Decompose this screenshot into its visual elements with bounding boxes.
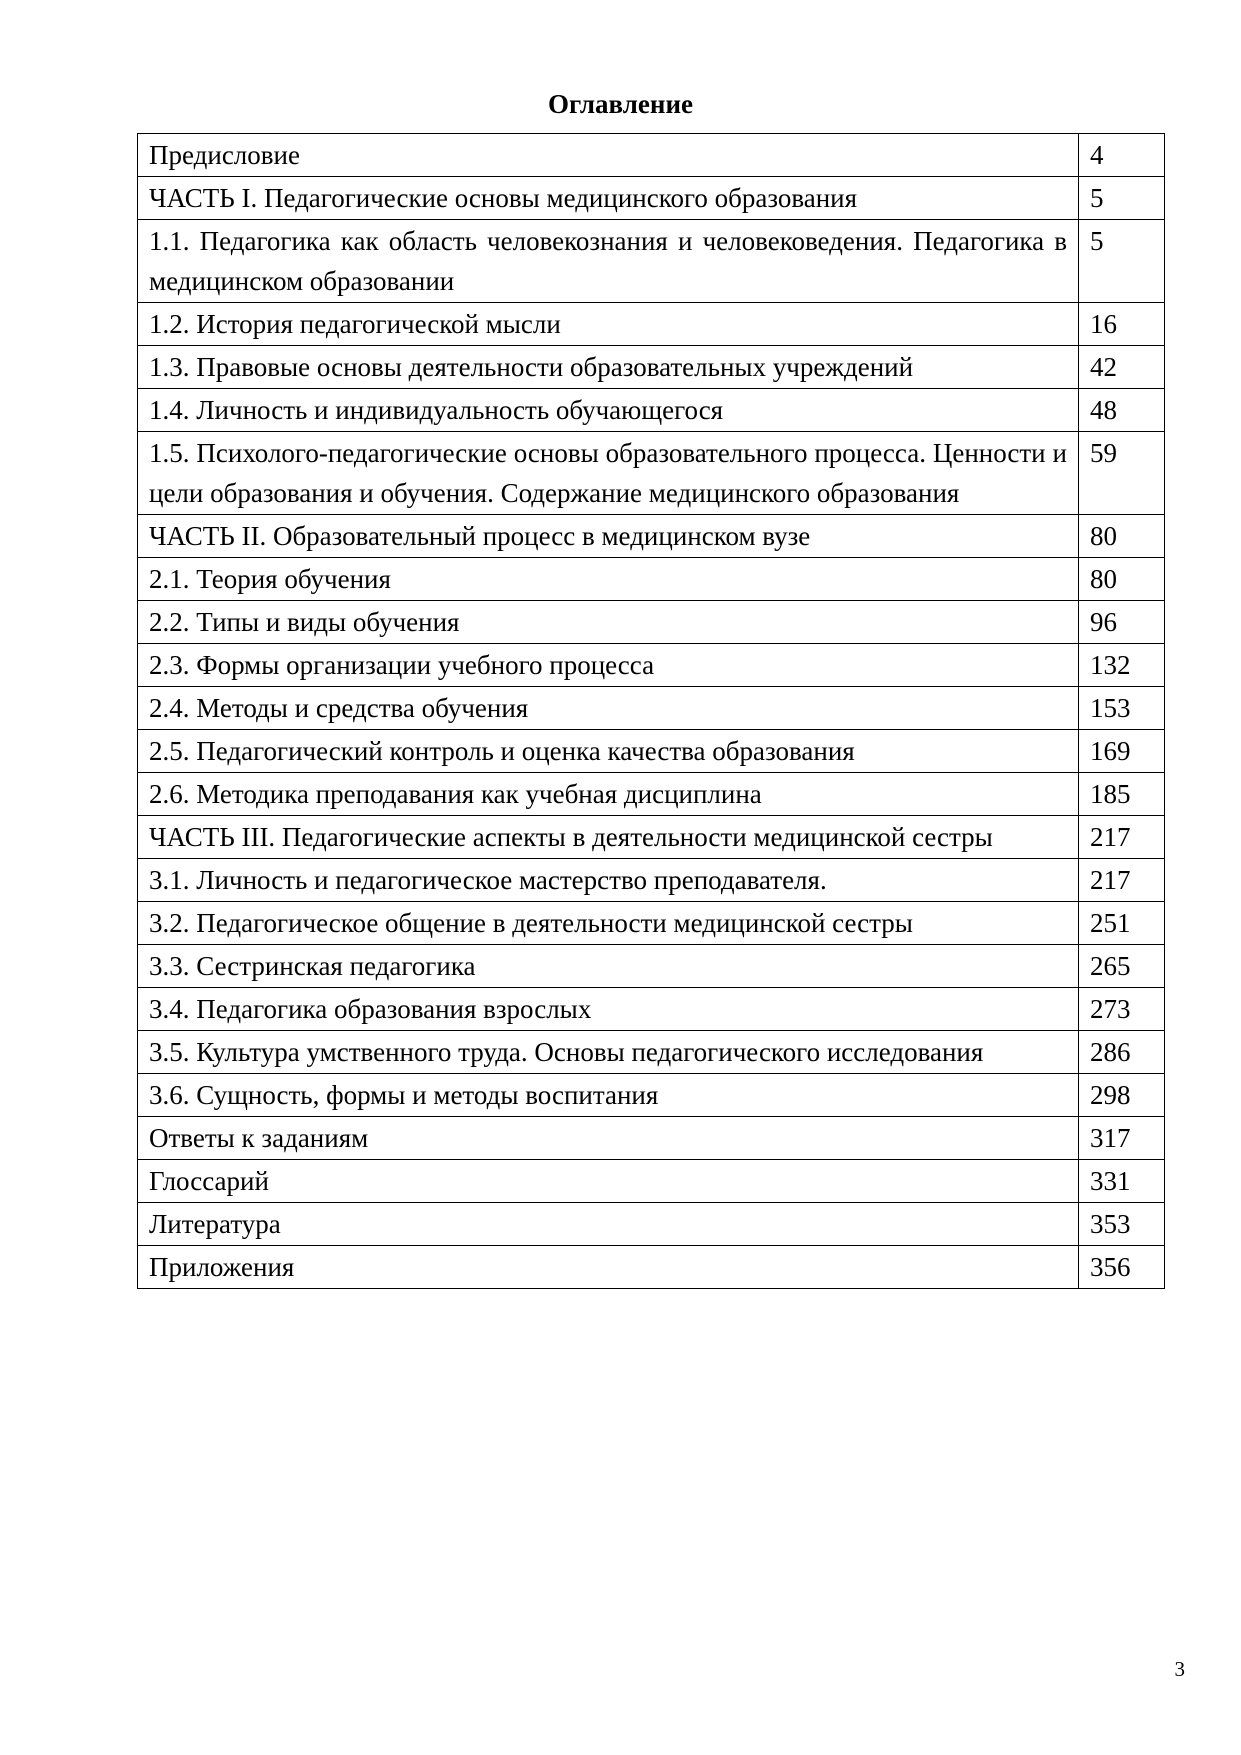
toc-entry-page: 273: [1079, 988, 1165, 1031]
toc-entry-title: 1.5. Психолого-педагогические основы образовательного процесса. Ценности и цели образования и обучения. Содержание медицинского образования: [138, 432, 1079, 515]
toc-entry-page: 217: [1079, 859, 1165, 902]
toc-row: [138, 816, 1165, 859]
toc-entry-page: 48: [1079, 389, 1165, 432]
toc-entry-page: 96: [1079, 601, 1165, 644]
toc-row: [138, 389, 1165, 432]
toc-entry-title: 1.3. Правовые основы деятельности образовательных учреждений: [138, 346, 1079, 389]
toc-entry-title: 2.5. Педагогический контроль и оценка качества образования: [138, 730, 1079, 773]
toc-entry-page: 132: [1079, 644, 1165, 687]
toc-row: [138, 773, 1165, 816]
page-title: Оглавление: [548, 89, 693, 119]
toc-row: [138, 134, 1165, 177]
toc-row: [138, 945, 1165, 988]
toc-row: [138, 601, 1165, 644]
toc-entry-title: 2.1. Теория обучения: [138, 558, 1079, 601]
toc-row: [138, 558, 1165, 601]
toc-row: [138, 644, 1165, 687]
toc-entry-page: 16: [1079, 303, 1165, 346]
toc-row: [138, 1117, 1165, 1160]
toc-entry-title: 1.2. История педагогической мысли: [138, 303, 1079, 346]
toc-entry-title: Глоссарий: [138, 1160, 1079, 1203]
toc-entry-title: Приложения: [138, 1246, 1079, 1289]
toc-row: [138, 1074, 1165, 1117]
toc-entry-title: 3.2. Педагогическое общение в деятельности медицинской сестры: [138, 902, 1079, 945]
toc-row: [138, 902, 1165, 945]
toc-entry-page: 217: [1079, 816, 1165, 859]
toc-entry-title: 3.1. Личность и педагогическое мастерство преподавателя.: [138, 859, 1079, 902]
toc-row: [138, 1246, 1165, 1289]
toc-entry-title: 3.3. Сестринская педагогика: [138, 945, 1079, 988]
toc-entry-title: 3.6. Сущность, формы и методы воспитания: [138, 1074, 1079, 1117]
toc-entry-title: 3.5. Культура умственного труда. Основы педагогического исследования: [138, 1031, 1079, 1074]
toc-body: [138, 134, 1165, 1289]
toc-entry-title: 2.2. Типы и виды обучения: [138, 601, 1079, 644]
toc-entry-title: 1.1. Педагогика как область человекознания и человековедения. Педагогика в медицинском образовании: [138, 220, 1079, 303]
toc-row: [138, 177, 1165, 220]
toc-entry-page: 353: [1079, 1203, 1165, 1246]
toc-entry-title: Предисловие: [138, 134, 1079, 177]
toc-entry-page: 265: [1079, 945, 1165, 988]
toc-entry-page: 286: [1079, 1031, 1165, 1074]
toc-entry-title: 3.4. Педагогика образования взрослых: [138, 988, 1079, 1031]
toc-entry-title: 2.4. Методы и средства обучения: [138, 687, 1079, 730]
toc-entry-page: 80: [1079, 515, 1165, 558]
toc-entry-page: 80: [1079, 558, 1165, 601]
toc-entry-title: Литература: [138, 1203, 1079, 1246]
toc-entry-page: 298: [1079, 1074, 1165, 1117]
toc-row: [138, 515, 1165, 558]
toc-entry-page: 251: [1079, 902, 1165, 945]
toc-row: [138, 220, 1165, 303]
toc-entry-title: Ответы к заданиям: [138, 1117, 1079, 1160]
toc-entry-title: 1.4. Личность и индивидуальность обучающегося: [138, 389, 1079, 432]
toc-entry-page: 356: [1079, 1246, 1165, 1289]
toc-row: [138, 346, 1165, 389]
toc-entry-page: 5: [1079, 220, 1165, 303]
toc-entry-title: 2.3. Формы организации учебного процесса: [138, 644, 1079, 687]
toc-row: [138, 687, 1165, 730]
toc-entry-page: 317: [1079, 1117, 1165, 1160]
toc-entry-title: ЧАСТЬ II. Образовательный процесс в медицинском вузе: [138, 515, 1079, 558]
toc-entry-page: 169: [1079, 730, 1165, 773]
toc-entry-page: 4: [1079, 134, 1165, 177]
toc-entry-page: 185: [1079, 773, 1165, 816]
toc-table: [137, 133, 1165, 1289]
toc-row: [138, 988, 1165, 1031]
page-number: 3: [1174, 1657, 1185, 1681]
toc-entry-page: 153: [1079, 687, 1165, 730]
toc-row: [138, 432, 1165, 515]
toc-entry-page: 5: [1079, 177, 1165, 220]
toc-row: [138, 1031, 1165, 1074]
toc-row: [138, 859, 1165, 902]
toc-row: [138, 1203, 1165, 1246]
toc-entry-title: ЧАСТЬ III. Педагогические аспекты в деятельности медицинской сестры: [138, 816, 1079, 859]
toc-row: [138, 1160, 1165, 1203]
toc-entry-title: 2.6. Методика преподавания как учебная дисциплина: [138, 773, 1079, 816]
toc-row: [138, 730, 1165, 773]
toc-entry-page: 59: [1079, 432, 1165, 515]
toc-row: [138, 303, 1165, 346]
toc-entry-page: 331: [1079, 1160, 1165, 1203]
toc-entry-page: 42: [1079, 346, 1165, 389]
toc-entry-title: ЧАСТЬ I. Педагогические основы медицинского образования: [138, 177, 1079, 220]
